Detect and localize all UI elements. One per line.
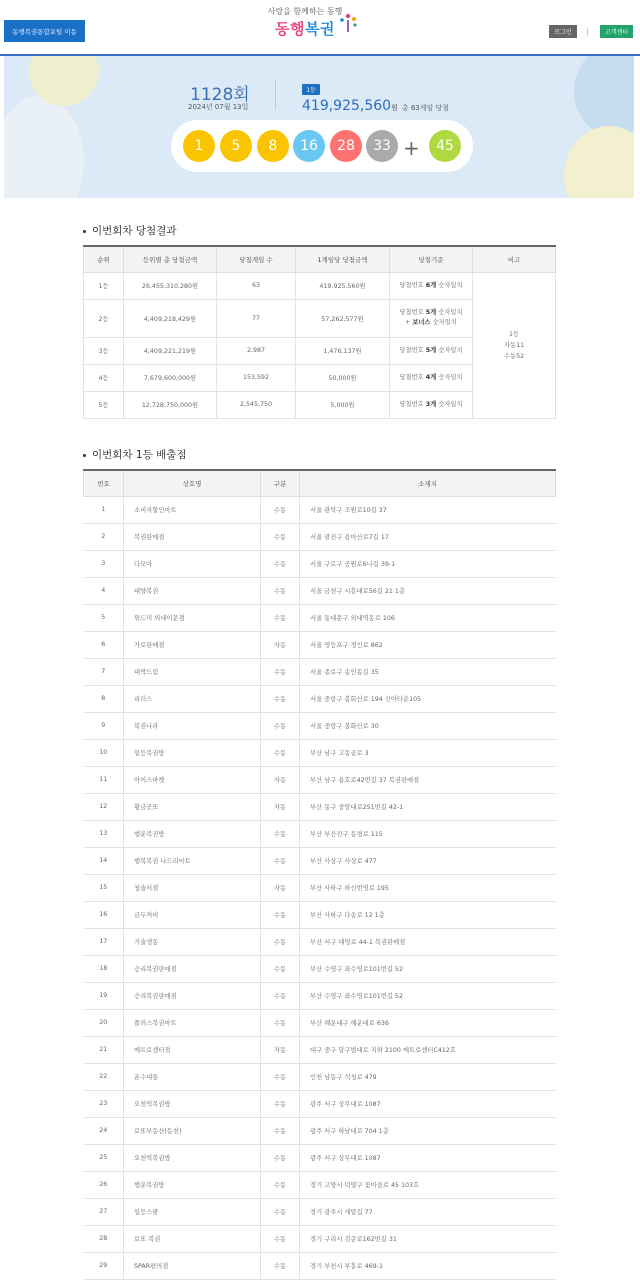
draw-round: 1128회: [190, 85, 250, 105]
shop-address: 경기 부천시 부흥로 469-1: [300, 1252, 556, 1279]
col-header: 당첨기준: [390, 246, 473, 272]
purchase-type: 자동: [261, 766, 300, 793]
row-number: 16: [84, 901, 124, 928]
rule-cell: 당첨번호 5개 숫자일치 + 보너스 숫자일치: [390, 299, 473, 337]
shop-name: 청솔서점: [124, 874, 261, 901]
shop-name: 로또 복권: [124, 1225, 261, 1252]
table-row: [84, 1117, 556, 1144]
per-game-cell: 419,925,560원: [296, 272, 390, 299]
table-row: [84, 712, 556, 739]
row-number: 27: [84, 1198, 124, 1225]
shop-name: 행운복권방: [124, 1171, 261, 1198]
table-row: [84, 820, 556, 847]
shop-address: 서울 종로구 송인동길 35: [300, 658, 556, 685]
count-cell: 2,987: [217, 337, 296, 364]
shop-name: 승리복권판매점: [124, 982, 261, 1009]
table-row: [84, 496, 556, 523]
shop-name: 다모아: [124, 550, 261, 577]
table-row: [84, 658, 556, 685]
row-number: 11: [84, 766, 124, 793]
row-number: 24: [84, 1117, 124, 1144]
top-header: [0, 0, 640, 56]
row-number: 6: [84, 631, 124, 658]
shop-name: 오천억복권방: [124, 1144, 261, 1171]
bg-shape: [574, 56, 634, 136]
shop-name: 기술생동: [124, 928, 261, 955]
shop-name: 일등복권방: [124, 739, 261, 766]
purchase-type: 수동: [261, 1063, 300, 1090]
row-number: 21: [84, 1036, 124, 1063]
shop-address: 부산 동구 중앙대로251번길 42-1: [300, 793, 556, 820]
shop-address: 광주 서구 상무대로 1087: [300, 1144, 556, 1171]
table-row: [84, 272, 556, 299]
number-ball: 16: [293, 130, 325, 162]
plus-sign: +: [403, 136, 420, 160]
shop-name: 플러스복권마트: [124, 1009, 261, 1036]
site-logo[interactable]: [245, 6, 365, 46]
col-header: 1게임당 당첨금액: [296, 246, 390, 272]
shop-name: 소비자할인마트: [124, 496, 261, 523]
row-number: 3: [84, 550, 124, 577]
row-number: 20: [84, 1009, 124, 1036]
table-row: [84, 523, 556, 550]
rule-cell: 당첨번호 3개 숫자일치: [390, 391, 473, 418]
number-ball: 5: [220, 130, 252, 162]
table-row: [84, 1198, 556, 1225]
col-header: 번호: [84, 470, 124, 496]
shop-address: 부산 수영구 좌수영로101번길 52: [300, 955, 556, 982]
shop-address: 서울 관악구 조원로10길 37: [300, 496, 556, 523]
row-number: 17: [84, 928, 124, 955]
table-row: [84, 1036, 556, 1063]
rank-cell: 5등: [84, 391, 124, 418]
bonus-ball: 45: [429, 130, 461, 162]
bg-shape: [4, 96, 84, 198]
row-number: 22: [84, 1063, 124, 1090]
number-ball: 28: [330, 130, 362, 162]
first-prize-amount: [302, 98, 449, 114]
row-number: 29: [84, 1252, 124, 1279]
per-game-cell: 50,000원: [296, 364, 390, 391]
rank-badge: 1등: [302, 84, 320, 95]
shop-name: 로또부동산(동천): [124, 1117, 261, 1144]
shop-name: 리더스: [124, 685, 261, 712]
table-row: [84, 847, 556, 874]
logo-slogan: 사랑을 함께하는 동행: [267, 7, 343, 16]
purchase-type: 수동: [261, 658, 300, 685]
count-cell: 153,592: [217, 364, 296, 391]
table-row: [84, 739, 556, 766]
shop-name: 대박드림: [124, 658, 261, 685]
shop-address: 부산 사상구 사상로 477: [300, 847, 556, 874]
count-cell: 63: [217, 272, 296, 299]
shop-address: 부산 수영구 좌수영로101번길 52: [300, 982, 556, 1009]
row-number: 2: [84, 523, 124, 550]
shop-address: 부산 해운대구 해운대로 636: [300, 1009, 556, 1036]
rank-cell: 4등: [84, 364, 124, 391]
row-number: 19: [84, 982, 124, 1009]
row-number: 9: [84, 712, 124, 739]
draw-result-banner: [4, 56, 634, 198]
row-number: 15: [84, 874, 124, 901]
row-number: 12: [84, 793, 124, 820]
row-number: 26: [84, 1171, 124, 1198]
shop-address: 부산 남구 용호로42번길 37 복권판매점: [300, 766, 556, 793]
shop-address: 부산 서구 대영로 44-1 복권판매점: [300, 928, 556, 955]
per-game-cell: 57,262,577원: [296, 299, 390, 337]
table-row: [84, 577, 556, 604]
header-divider: [587, 28, 588, 36]
per-game-cell: 1,476,137원: [296, 337, 390, 364]
purchase-type: 자동: [261, 793, 300, 820]
purchase-type: 수동: [261, 820, 300, 847]
table-row: [84, 901, 556, 928]
shop-name: 행운복권방: [124, 820, 261, 847]
col-header: 당첨게임 수: [217, 246, 296, 272]
table-row: [84, 874, 556, 901]
purchase-type: 수동: [261, 577, 300, 604]
purchase-type: 수동: [261, 928, 300, 955]
purchase-type: 수동: [261, 1009, 300, 1036]
shop-address: 서울 광진구 용마산로7길 17: [300, 523, 556, 550]
row-number: 23: [84, 1090, 124, 1117]
table-row: [84, 1090, 556, 1117]
shop-address: 광주 서구 하남대로 704 1층: [300, 1117, 556, 1144]
shop-address: 부산 사하구 다송로 12 1층: [300, 901, 556, 928]
table-row: [84, 1225, 556, 1252]
purchase-type: 수동: [261, 1198, 300, 1225]
note-line: 1등: [508, 330, 520, 338]
shop-address: 경기 구리시 검준로162번길 31: [300, 1225, 556, 1252]
table-row: [84, 928, 556, 955]
purchase-type: 수동: [261, 1252, 300, 1279]
purchase-type: 수동: [261, 523, 300, 550]
row-number: 10: [84, 739, 124, 766]
purchase-type: 수동: [261, 685, 300, 712]
row-number: 14: [84, 847, 124, 874]
shop-address: 서울 중랑구 봉화산로 30: [300, 712, 556, 739]
customer-center-button[interactable]: 고객센터: [600, 25, 633, 38]
note-line: 자동11: [503, 341, 525, 349]
banner-divider: [275, 80, 276, 110]
row-number: 18: [84, 955, 124, 982]
purchase-type: 수동: [261, 1225, 300, 1252]
shop-address: 서울 구로구 공원로6나길 39-1: [300, 550, 556, 577]
shop-name: 복권나라: [124, 712, 261, 739]
shop-address: 경기 광주시 새말길 77: [300, 1198, 556, 1225]
table-row: [84, 1144, 556, 1171]
bg-shape: [564, 126, 634, 198]
shop-name: 메트로센터점: [124, 1036, 261, 1063]
total-cell: 7,679,600,000원: [124, 364, 217, 391]
purchase-type: 수동: [261, 955, 300, 982]
shop-address: 인천 남동구 석청로 479: [300, 1063, 556, 1090]
logo-deco-icon: [337, 12, 359, 34]
table-row: [84, 1252, 556, 1279]
count-cell: 2,545,750: [217, 391, 296, 418]
row-number: 25: [84, 1144, 124, 1171]
purchase-type: 수동: [261, 1171, 300, 1198]
purchase-type: 수동: [261, 739, 300, 766]
rule-cell: 당첨번호 4개 숫자일치: [390, 364, 473, 391]
col-header: 소재지: [300, 470, 556, 496]
col-header: 등위별 총 당첨금액: [124, 246, 217, 272]
number-ball: 1: [183, 130, 215, 162]
bullet-icon: [83, 454, 86, 457]
prize-unit: 원: [391, 104, 398, 112]
purchase-type: 수동: [261, 712, 300, 739]
table-row: [84, 955, 556, 982]
rank-cell: 2등: [84, 299, 124, 337]
table-row: [84, 631, 556, 658]
total-cell: 26,455,310,280원: [124, 272, 217, 299]
table-header-row: [84, 246, 556, 272]
shop-name: 복권판매점: [124, 523, 261, 550]
row-number: 7: [84, 658, 124, 685]
shop-address: 서울 중랑구 봉화산로 194 신아타운105: [300, 685, 556, 712]
shop-name: 가로판매점: [124, 631, 261, 658]
purchase-type: 수동: [261, 901, 300, 928]
shop-name: 오천억복권방: [124, 1090, 261, 1117]
shop-name: 일등스팟: [124, 1198, 261, 1225]
draw-date: 2024년 07월 13일: [188, 103, 249, 111]
rule-cell: 당첨번호 6개 숫자일치: [390, 272, 473, 299]
col-header: 구분: [261, 470, 300, 496]
shop-name: 행복복권 나드리마트: [124, 847, 261, 874]
winning-shops-table: [83, 469, 556, 1280]
col-header: 상호명: [124, 470, 261, 496]
shop-address: 광주 서구 상무대로 1087: [300, 1090, 556, 1117]
shop-name: 운수대통: [124, 1063, 261, 1090]
shop-address: 경기 고양시 덕양구 꽃마을로 45 103호: [300, 1171, 556, 1198]
row-number: 13: [84, 820, 124, 847]
winners-count: 총 63게임 당첨: [401, 104, 450, 112]
row-number: 1: [84, 496, 124, 523]
shop-address: 서울 동대문구 외대역동로 106: [300, 604, 556, 631]
purchase-type: 자동: [261, 1036, 300, 1063]
table-row: [84, 982, 556, 1009]
shop-address: 부산 부산진구 동평로 115: [300, 820, 556, 847]
row-number: 5: [84, 604, 124, 631]
purchase-type: 수동: [261, 847, 300, 874]
purchase-type: 수동: [261, 1090, 300, 1117]
table-row: [84, 1009, 556, 1036]
logo-name-b: 복권: [305, 20, 335, 38]
shop-name: 승리복권판매점: [124, 955, 261, 982]
purchase-type: 수동: [261, 550, 300, 577]
shop-name: 금두꺼비: [124, 901, 261, 928]
logo-name-a: 동행: [275, 20, 305, 38]
purchase-type: 수동: [261, 1117, 300, 1144]
portal-link-button[interactable]: 동행복권통합포털 이동: [4, 20, 85, 42]
table-row: [84, 1171, 556, 1198]
shop-name: 위드미 외대이문점: [124, 604, 261, 631]
login-button[interactable]: 로그인: [549, 25, 577, 38]
number-ball: 8: [257, 130, 289, 162]
row-number: 28: [84, 1225, 124, 1252]
shop-name: 아이스바켓: [124, 766, 261, 793]
bullet-icon: [83, 230, 86, 233]
shop-address: 부산 사하구 하신번영로 195: [300, 874, 556, 901]
purchase-type: 자동: [261, 631, 300, 658]
shop-address: 부산 남구 고동골로 3: [300, 739, 556, 766]
table-row: [84, 1063, 556, 1090]
table-header-row: [84, 470, 556, 496]
rule-cell: 당첨번호 5개 숫자일치: [390, 337, 473, 364]
results-table: [83, 245, 556, 419]
count-cell: 77: [217, 299, 296, 337]
purchase-type: 수동: [261, 982, 300, 1009]
note-cell: [473, 272, 556, 418]
row-number: 4: [84, 577, 124, 604]
table-row: [84, 604, 556, 631]
shop-name: 대양복권: [124, 577, 261, 604]
per-game-cell: 5,000원: [296, 391, 390, 418]
shop-name: 황금곳또: [124, 793, 261, 820]
purchase-type: 수동: [261, 604, 300, 631]
note-line: 수동52: [503, 352, 525, 360]
purchase-type: 수동: [261, 1144, 300, 1171]
shop-address: 대구 중구 달구벌대로 지하 2100 메트로센터C412호: [300, 1036, 556, 1063]
results-section-title: 이번회차 당첨결과: [83, 223, 176, 238]
prize-value: 419,925,560: [302, 98, 392, 114]
col-header: 비고: [473, 246, 556, 272]
shop-address: 서울 영등포구 경인로 862: [300, 631, 556, 658]
col-header: 순위: [84, 246, 124, 272]
table-row: [84, 550, 556, 577]
total-cell: 12,728,750,000원: [124, 391, 217, 418]
shop-address: 서울 금천구 시흥대로56길 21 1층: [300, 577, 556, 604]
total-cell: 4,409,218,429원: [124, 299, 217, 337]
table-row: [84, 793, 556, 820]
rank-cell: 1등: [84, 272, 124, 299]
shop-name: SPAR편의점: [124, 1252, 261, 1279]
rank-cell: 3등: [84, 337, 124, 364]
winning-numbers: [171, 120, 473, 172]
row-number: 8: [84, 685, 124, 712]
table-row: [84, 766, 556, 793]
table-row: [84, 685, 556, 712]
shops-section-title: 이번회차 1등 배출점: [83, 447, 187, 462]
purchase-type: 수동: [261, 496, 300, 523]
purchase-type: 자동: [261, 874, 300, 901]
total-cell: 4,409,221,219원: [124, 337, 217, 364]
number-ball: 33: [366, 130, 398, 162]
